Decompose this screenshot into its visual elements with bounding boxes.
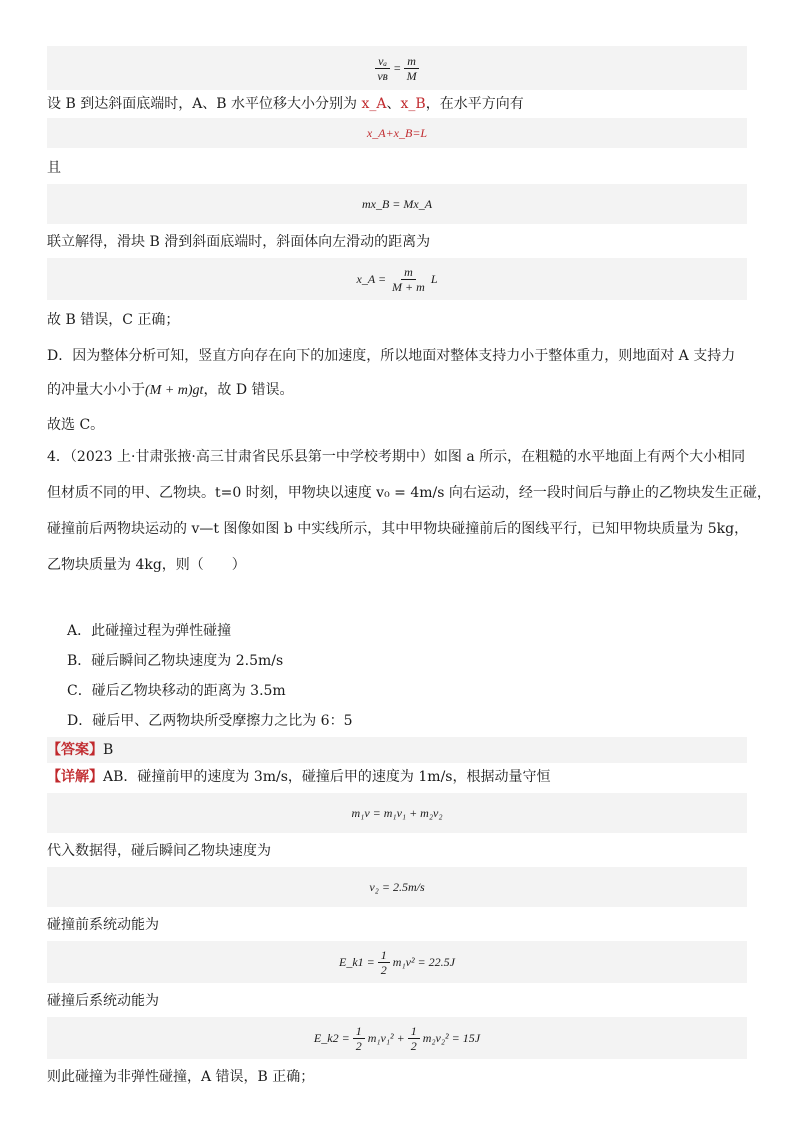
impulse-expression: (M + m)gt — [145, 383, 204, 398]
ratio-lhs-numerator: vₐ — [375, 54, 390, 69]
option-a: A．此碰撞过程为弹性碰撞 — [67, 623, 232, 639]
text-option-d-analysis-2: 的冲量大小小于(M + m)gt，故 D 错误。 — [47, 382, 294, 398]
text-ek-after: 碰撞后系统动能为 — [47, 993, 159, 1009]
equation-xa-result: x_A = $\frac{m}{M + m}$ L — [47, 258, 747, 300]
text-choose-c: 故选 C。 — [47, 417, 105, 433]
document-page — [47, 46, 771, 1087]
option-d: D．碰后甲、乙两物块所受摩擦力之比为 6：5 — [67, 713, 353, 729]
equation-momentum-conservation: m₁v = m₁v₁ + m₂v₂ — [47, 793, 747, 833]
question-4-line-2: 但材质不同的甲、乙物块。t=0 时刻，甲物块以速度 v₀ = 4m/s 向右运动，经一段时间后与静止的乙物块发生正碰， — [47, 485, 771, 501]
equation-velocity-ratio — [47, 46, 747, 90]
text-ek-before: 碰撞前系统动能为 — [47, 917, 159, 933]
option-c: C．碰后乙物块移动的距离为 3.5m — [67, 683, 286, 699]
ratio-lhs-denominator: vʙ — [377, 68, 388, 83]
detail-row: 【详解】AB．碰撞前甲的速度为 3m/s，碰撞后甲的速度为 1m/s，根据动量守恒 — [47, 769, 551, 785]
text-conclusion-bc: 故 B 错误，C 正确； — [47, 312, 180, 328]
question-4-line-1: 4．（2023 上·甘肃张掖·高三甘肃省民乐县第一中学校考期中）如图 a 所示，在粗糙的水平地面上有两个大小相同 — [47, 449, 746, 465]
question-4-line-3: 碰撞前后两物块运动的 v—t 图像如图 b 中实线所示，其中甲物块碰撞前后的图线平行，已知甲物块质量为 5kg， — [47, 521, 749, 537]
question-4-line-4: 乙物块质量为 4kg，则（ ） — [47, 557, 246, 573]
answer-row — [47, 737, 747, 763]
answer-tag: 【答案】 — [47, 742, 103, 758]
text-solve: 联立解得，滑块 B 滑到斜面底端时，斜面体向左滑动的距离为 — [47, 234, 431, 250]
symbol-xa: x_A — [361, 96, 387, 112]
text-option-d-analysis-1: D．因为整体分析可知，竖直方向存在向下的加速度，所以地面对整体支持力小于整体重力，则地面对 A 支持力 — [47, 348, 736, 364]
detail-tag: 【详解】 — [47, 769, 103, 785]
ratio-rhs-numerator: m — [404, 54, 419, 69]
answer-value: B — [103, 742, 114, 758]
equation-displacement-momentum: mx_B = Mx_A — [47, 184, 747, 224]
text-final-conclusion: 则此碰撞为非弹性碰撞，A 错误，B 正确； — [47, 1069, 315, 1085]
text-setup: 设 B 到达斜面底端时，A、B 水平位移大小分别为 x_A、x_B，在水平方向有 — [47, 96, 524, 112]
text-substitute: 代入数据得，碰后瞬间乙物块速度为 — [47, 843, 271, 859]
option-b: B．碰后瞬间乙物块速度为 2.5m/s — [67, 653, 284, 669]
equation-displacement-sum: x_A+x_B=L — [47, 118, 747, 148]
equation-ek2: E_k2 = $\frac{1}{2}$ m₁v₁² + $\frac{1}{2}$ m₂v₂² = 15J — [47, 1017, 747, 1059]
equation-v2: v₂ = 2.5m/s — [47, 867, 747, 907]
symbol-xb: x_B — [400, 96, 426, 112]
equation-ek1: E_k1 = $\frac{1}{2}$ m₁v² = 22.5J — [47, 941, 747, 983]
ratio-equals: = — [393, 60, 401, 75]
ratio-rhs-denominator: M — [406, 68, 417, 83]
text-and: 且 — [47, 160, 61, 176]
